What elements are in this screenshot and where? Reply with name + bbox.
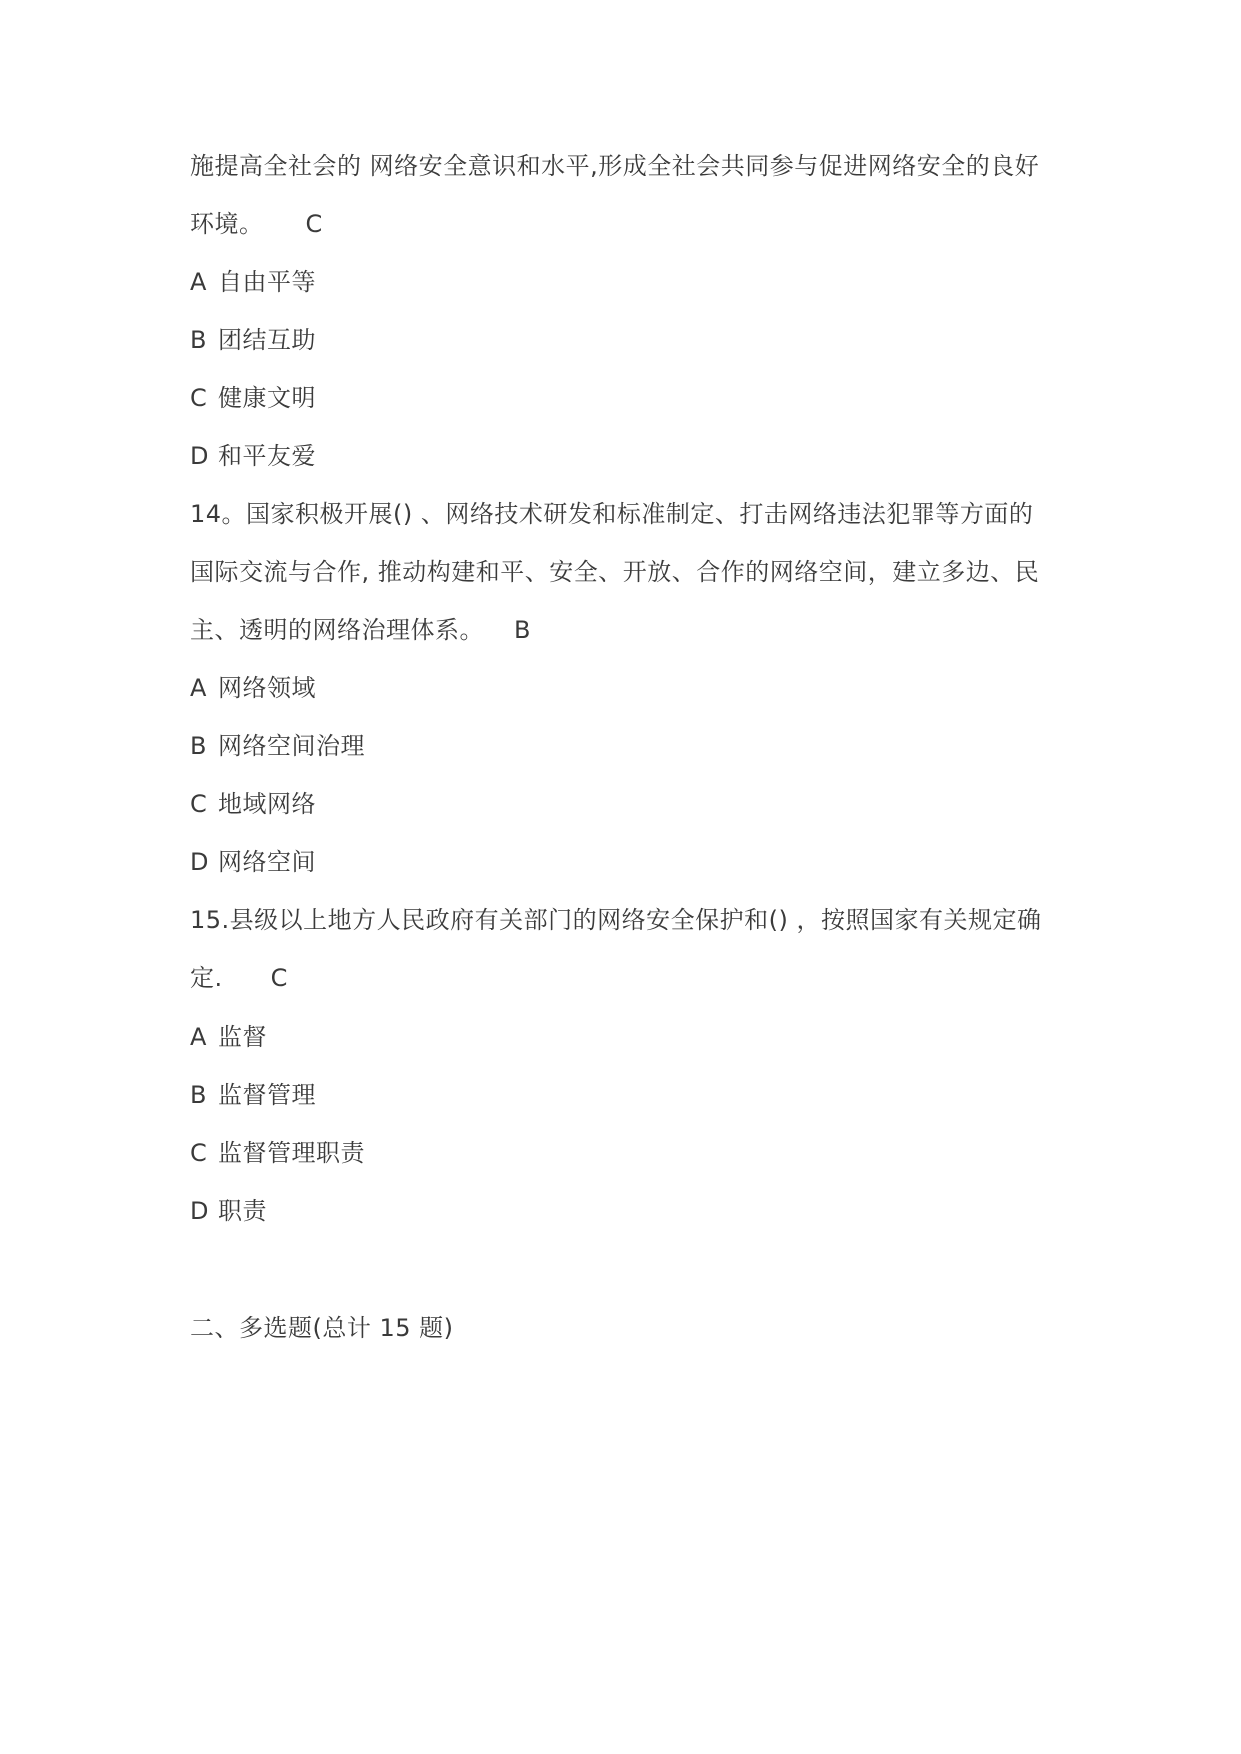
q13-text-end: 环境。: [190, 210, 264, 238]
q14-option-a: [190, 672, 1070, 704]
q13-answer: C: [305, 210, 323, 238]
option-text: 团结互助: [218, 326, 316, 354]
q13-text-line-2: [190, 208, 1070, 240]
q13-option-d: [190, 440, 1070, 472]
option-letter: B: [190, 326, 207, 354]
q13-option-a: [190, 266, 1070, 298]
option-letter: D: [190, 848, 209, 876]
q14-answer: B: [514, 616, 531, 644]
q14-text-end: 主、透明的网络治理体系。: [190, 616, 484, 644]
option-text: 健康文明: [218, 384, 316, 412]
option-text: 自由平等: [218, 268, 316, 296]
section-heading: 二、多选题(总计 15 题): [190, 1314, 454, 1342]
q14-option-c: [190, 788, 1070, 820]
option-text: 监督管理: [218, 1081, 316, 1109]
q14-text-line-2: 国际交流与合作, 推动构建和平、安全、开放、合作的网络空间，建立多边、民: [190, 558, 1040, 586]
q14-text-line-3: [190, 614, 1070, 646]
q14-text-line-1: 14。国家积极开展() 、网络技术研发和标准制定、打击网络违法犯罪等方面的: [190, 500, 1034, 528]
option-letter: B: [190, 732, 207, 760]
q14-option-b: [190, 730, 1070, 762]
q15-text-end: 定.: [190, 964, 223, 992]
option-letter: A: [190, 268, 207, 296]
option-letter: C: [190, 384, 208, 412]
q15-option-a: [190, 1021, 1070, 1053]
option-text: 和平友爱: [218, 442, 316, 470]
option-letter: D: [190, 1197, 209, 1225]
q15-option-c: [190, 1137, 1070, 1169]
q15-text-line-1: 15.县级以上地方人民政府有关部门的网络安全保护和() ，按照国家有关规定确: [190, 906, 1042, 934]
q15-option-d: [190, 1195, 1070, 1227]
option-text: 网络空间治理: [218, 732, 365, 760]
q15-option-b: [190, 1079, 1070, 1111]
q14-option-d: [190, 846, 1070, 878]
option-text: 监督管理职责: [218, 1139, 365, 1167]
option-letter: A: [190, 1023, 207, 1051]
q15-text-line-2: [190, 962, 1070, 994]
q15-answer: C: [270, 964, 288, 992]
option-text: 地域网络: [218, 790, 316, 818]
option-letter: D: [190, 442, 209, 470]
option-text: 网络领域: [218, 674, 316, 702]
option-letter: A: [190, 674, 207, 702]
q13-option-b: [190, 324, 1070, 356]
option-letter: B: [190, 1081, 207, 1109]
option-letter: C: [190, 790, 208, 818]
option-letter: C: [190, 1139, 208, 1167]
q13-text-line-1: 施提高全社会的 网络安全意识和水平,形成全社会共同参与促进网络安全的良好: [190, 152, 1040, 180]
option-text: 监督: [218, 1023, 267, 1051]
option-text: 网络空间: [218, 848, 316, 876]
option-text: 职责: [218, 1197, 267, 1225]
q13-option-c: [190, 382, 1070, 414]
